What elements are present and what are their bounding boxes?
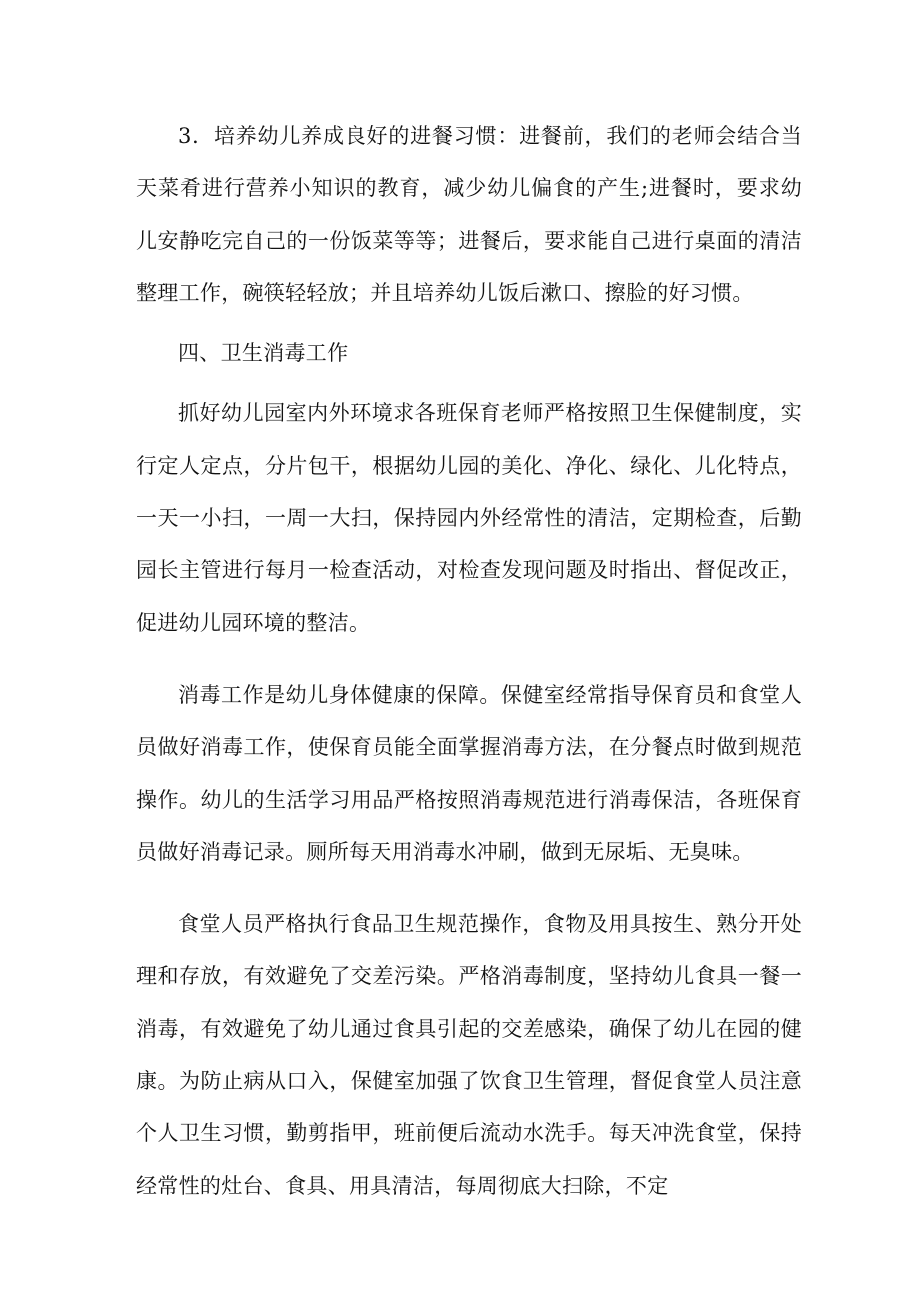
spacer	[136, 379, 802, 387]
paragraph-environment: 抓好幼儿园室内外环境求各班保育老师严格按照卫生保健制度，实行定人定点，分片包干，根据幼儿园的美化、净化、绿化、儿化特点，一天一小扫，一周一大扫，保持园内外经常性的清洁，定期检查，后勤园长主管进行每月一检查活动，对检查发现问题及时指出、督促改正，促进幼儿园环境的整洁。	[136, 401, 802, 635]
spacer	[136, 878, 802, 898]
paragraph-canteen: 食堂人员严格执行食品卫生规范操作，食物及用具按生、熟分开处理和存放，有效避免了交差污染。严格消毒制度，坚持幼儿食具一餐一消毒，有效避免了幼儿通过食具引起的交差感染，确保了幼儿在园的健康。为防止病从口入，保健室加强了饮食卫生管理，督促食堂人员注意个人卫生习惯，勤剪指甲，班前便后流动水洗手。每天冲洗食堂，保持经常性的灶台、食具、用具清洁，每周彻底大扫除，不定	[136, 912, 802, 1198]
spacer	[136, 319, 802, 327]
section-heading: 四、卫生消毒工作	[178, 341, 349, 366]
paragraph-meal-habits: 3．培养幼儿养成良好的进餐习惯：进餐前，我们的老师会结合当天菜肴进行营养小知识的教育，减少幼儿偏食的产生;进餐时，要求幼儿安静吃完自己的一份饭菜等等；进餐后，要求能自己进行桌面的清洁整理工作，碗筷轻轻放；并且培养幼儿饭后漱口、擦脸的好习惯。	[136, 124, 802, 305]
document-page	[136, 110, 802, 1212]
spacer	[136, 649, 802, 669]
paragraph-disinfection: 消毒工作是幼儿身体健康的保障。保健室经常指导保育员和食堂人员做好消毒工作，使保育员能全面掌握消毒方法，在分餐点时做到规范操作。幼儿的生活学习用品严格按照消毒规范进行消毒保洁，各班保育员做好消毒记录。厕所每天用消毒水冲刷，做到无尿垢、无臭味。	[136, 682, 802, 864]
